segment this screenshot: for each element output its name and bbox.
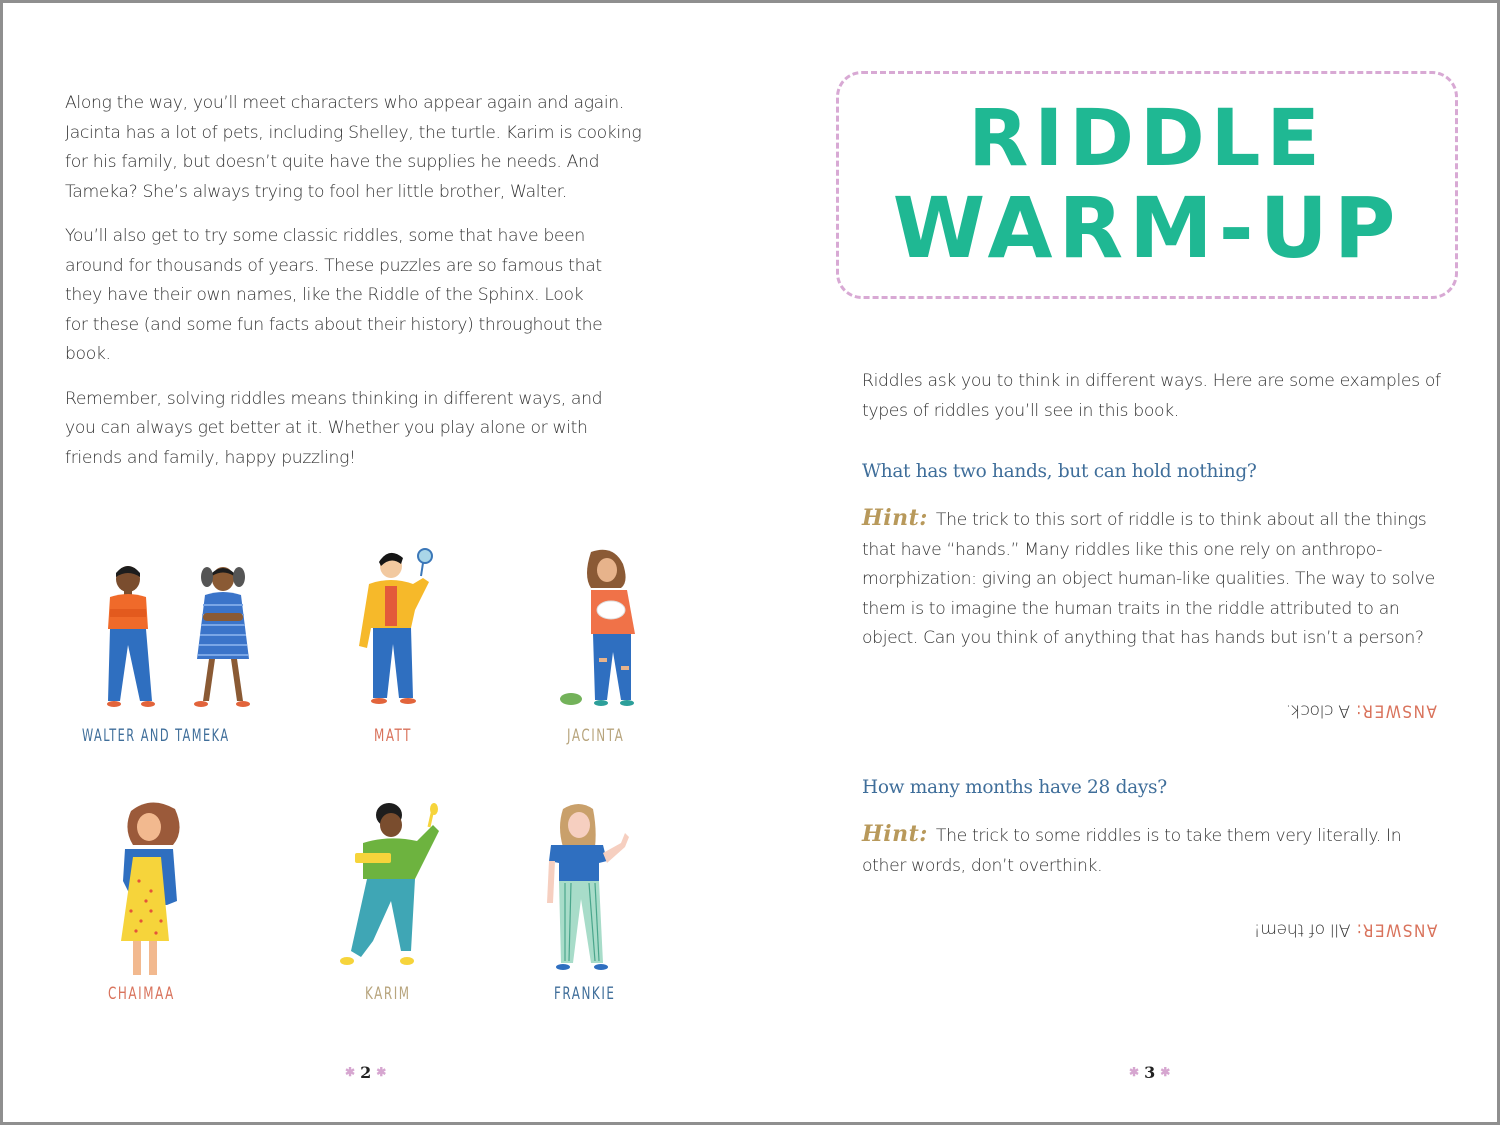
star-icon: ✱ [376,1065,387,1079]
character-label: KARIM [365,984,411,1004]
character-label: JACINTA [567,726,625,746]
chapter-title-line2: WARM-UP [892,179,1402,277]
hint-text: The trick to this sort of riddle is to think about all the things that have “hands.” Many riddles like this one rely on anthropo-morphization: giving an object human-like qualities. The way to solve them is to imagine the human traits in the riddle attributed to an object. Can you think of anything that has hands but isn’t a person? [862,510,1435,648]
jacinta-illustration [551,548,651,708]
hint-label: Hint: [862,505,928,531]
paragraph: Along the way, you’ll meet characters who appear again and again. Jacinta has a lot of pets, including Shelley, the turtle. Karim is cooking for his family, but doesn’t quite have the supplies he needs. And Tameka? She’s always trying to fool her little brother, Walter. [65,93,642,202]
riddle-hint [862,820,1442,881]
hint-label: Hint: [862,821,928,847]
character-label: CHAIMAA [108,984,175,1004]
answer-label: ANSWER: [1354,700,1437,721]
answer-text: All of them! [1253,919,1351,940]
riddle-question: What has two hands, but can hold nothing? [862,461,1257,482]
intro-text [65,89,655,488]
karim-illustration [333,801,448,971]
chaimaa-illustration [111,801,191,981]
title-box [836,71,1458,299]
section-intro: Riddles ask you to think in different ways. Here are some examples of types of riddles you’ll see in this book. [862,371,1441,421]
riddle-answer [1286,695,1437,725]
hint-text: The trick to some riddles is to take them very literally. In other words, don’t overthink. [862,826,1402,876]
frankie-illustration [541,803,636,973]
paragraph: You’ll also get to try some classic riddles, some that have been around for thousands of years. These puzzles are so famous that they have their own names, like the Riddle of the Sphinx. Look for these (and some fun facts about their history) throughout the book. [65,226,603,364]
page-number: ✱ 3 ✱ [1129,1063,1171,1082]
character-label: MATT [374,726,413,746]
page-left [3,3,750,1122]
matt-illustration [353,548,438,708]
character-label: WALTER AND TAMEKA [82,726,230,746]
page-right [750,3,1497,1122]
walter-illustration [98,561,168,711]
riddle-hint [862,504,1442,654]
paragraph: Remember, solving riddles means thinking in different ways, and you can always get better at it. Whether you play alone or with friends and family, happy puzzling! [65,388,603,468]
riddle-question: How many months have 28 days? [862,777,1167,798]
answer-text: A clock. [1286,700,1351,721]
star-icon: ✱ [1160,1065,1171,1079]
character-label: FRANKIE [554,984,616,1004]
star-icon: ✱ [1129,1065,1140,1079]
tameka-illustration [185,561,260,711]
chapter-title-line1: RIDDLE [968,94,1326,184]
answer-label: ANSWER: [1354,919,1437,940]
riddle-answer [1254,914,1437,944]
star-icon: ✱ [345,1065,356,1079]
page-number: ✱ 2 ✱ [345,1063,387,1082]
